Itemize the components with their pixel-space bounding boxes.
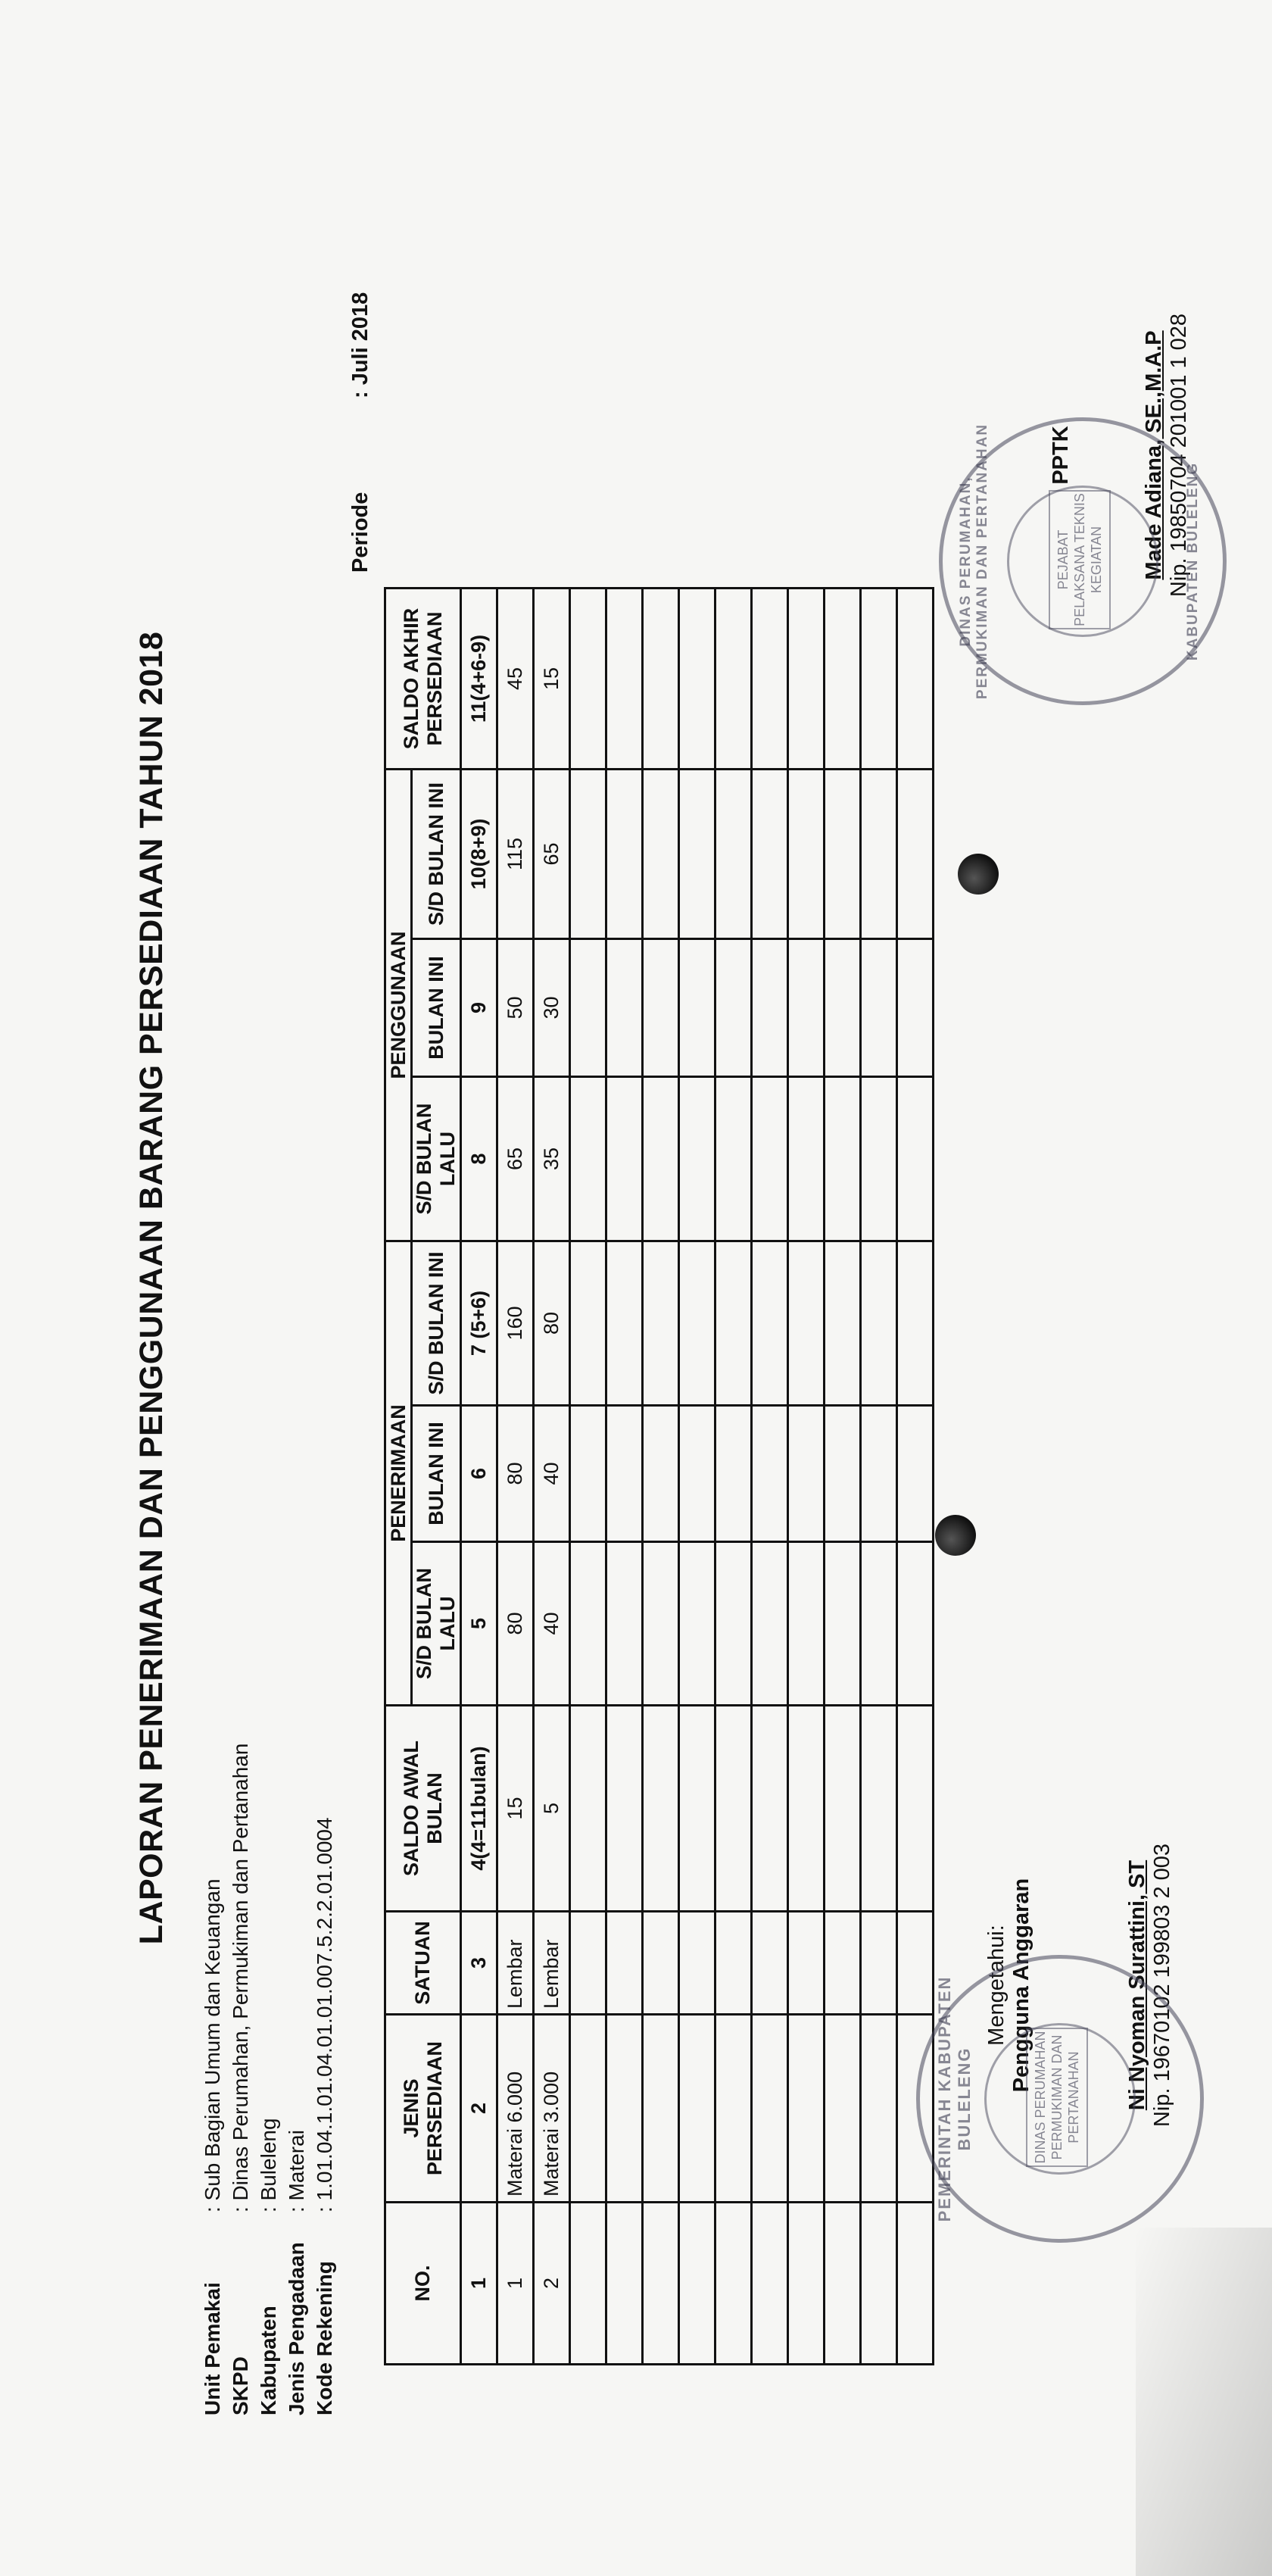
stamp-right-center: PEJABAT PELAKSANA TEKNIS KEGIATAN [1049, 490, 1111, 629]
table-row [534, 589, 570, 2365]
sig-right-name: Made Adiana, SE.,M.A.P [1142, 330, 1166, 580]
header-bulan-ini: BULAN INI [412, 939, 461, 1077]
empty-cell [788, 1241, 825, 1406]
empty-cell [643, 589, 679, 770]
table-row [570, 589, 606, 2365]
empty-cell [897, 770, 934, 939]
empty-cell [716, 1406, 752, 1542]
empty-cell [825, 1241, 861, 1406]
cell-saldo-akhir: 45 [497, 589, 534, 770]
empty-cell [825, 2203, 861, 2365]
meta-value: : Sub Bagian Umum dan Keuangan [200, 1878, 224, 2212]
meta-row [226, 1744, 254, 2415]
empty-cell [861, 770, 897, 939]
cell-penggunaan-sd-ini: 65 [534, 770, 570, 939]
cell-penerimaan-bulan-ini: 80 [497, 1406, 534, 1542]
table-row [825, 589, 861, 2365]
empty-cell [716, 2015, 752, 2203]
table-row [861, 589, 897, 2365]
empty-cell [825, 1542, 861, 1706]
header-bulan-ini: BULAN INI [412, 1406, 461, 1542]
empty-cell [606, 1706, 643, 1912]
empty-cell [897, 1912, 934, 2015]
empty-cell [788, 2203, 825, 2365]
empty-cell [788, 939, 825, 1077]
empty-cell [825, 589, 861, 770]
empty-cell [679, 1406, 716, 1542]
cell-penerimaan-sd-lalu: 40 [534, 1542, 570, 1706]
meta-row [198, 1744, 226, 2415]
meta-value: : Dinas Perumahan, Permukiman dan Pertanahan [228, 1743, 252, 2212]
empty-cell [679, 2203, 716, 2365]
empty-cell [570, 2203, 606, 2365]
index-cell: 2 [461, 2015, 497, 2203]
empty-cell [788, 589, 825, 770]
periode-label: Periode [348, 492, 373, 573]
empty-cell [643, 1406, 679, 1542]
empty-cell [861, 1542, 897, 1706]
empty-cell [679, 1542, 716, 1706]
cell-penggunaan-sd-lalu: 65 [497, 1077, 534, 1241]
sig-left-nip: Nip. 19670102 199803 2 003 [1150, 1843, 1174, 2128]
empty-cell [897, 1077, 934, 1241]
header-satuan: SATUAN [385, 1912, 461, 2015]
empty-cell [825, 770, 861, 939]
empty-cell [716, 1912, 752, 2015]
stamp-left [916, 1955, 1204, 2243]
index-cell: 6 [461, 1406, 497, 1542]
index-cell: 1 [461, 2203, 497, 2365]
empty-cell [897, 1542, 934, 1706]
header-sd-bulan-ini: S/D BULAN INI [412, 770, 461, 939]
empty-cell [825, 1706, 861, 1912]
meta-row [282, 1744, 310, 2415]
empty-cell [606, 1542, 643, 1706]
header-sd-bulan-lalu: S/D BULAN LALU [412, 1077, 461, 1241]
empty-cell [752, 2203, 788, 2365]
meta-row [310, 1744, 338, 2415]
empty-cell [752, 2015, 788, 2203]
stamp-left-center: DINAS PERUMAHAN PERMUKIMAN DAN PERTANAHAN [1026, 2028, 1088, 2167]
empty-cell [643, 2203, 679, 2365]
sig-right-title: PPTK [1049, 426, 1073, 485]
empty-cell [825, 2015, 861, 2203]
punch-hole [958, 854, 999, 895]
index-cell: 7 (5+6) [461, 1241, 497, 1406]
table-row [606, 589, 643, 2365]
table-row [788, 589, 825, 2365]
cell-satuan: Lembar [497, 1912, 534, 2015]
empty-cell [752, 589, 788, 770]
header-saldo-akhir: SALDO AKHIR PERSEDIAAN [385, 589, 461, 770]
empty-cell [752, 1406, 788, 1542]
stamp-right-rim: DINAS PERUMAHAN, PERMUKIMAN DAN PERTANAHAN [958, 423, 990, 700]
header-penerimaan: PENERIMAAN [385, 1241, 412, 1706]
cell-penggunaan-bulan-ini: 50 [497, 939, 534, 1077]
table-row [497, 589, 534, 2365]
cell-satuan: Lembar [534, 1912, 570, 2015]
table-row [716, 589, 752, 2365]
meta-key: SKPD [228, 2356, 252, 2415]
empty-cell [716, 770, 752, 939]
empty-cell [861, 1077, 897, 1241]
empty-cell [752, 770, 788, 939]
empty-cell [570, 939, 606, 1077]
sig-right-nip: Nip. 19850704 201001 1 028 [1167, 313, 1191, 598]
empty-cell [643, 1241, 679, 1406]
meta-value: : Materai [284, 2130, 308, 2212]
index-cell: 9 [461, 939, 497, 1077]
empty-cell [606, 1912, 643, 2015]
header-saldo-awal: SALDO AWAL BULAN [385, 1706, 461, 1912]
page-shadow [1136, 2228, 1272, 2576]
empty-cell [570, 1542, 606, 1706]
empty-cell [897, 1706, 934, 1912]
table-row [752, 589, 788, 2365]
empty-cell [861, 2203, 897, 2365]
stamp-right [939, 417, 1227, 705]
meta-value: : 1.01.04.1.01.04.01.01.007.5.2.2.01.0004 [312, 1817, 336, 2212]
empty-cell [897, 2203, 934, 2365]
empty-cell [606, 1406, 643, 1542]
empty-cell [716, 1077, 752, 1241]
empty-cell [606, 2015, 643, 2203]
empty-cell [679, 1912, 716, 2015]
empty-cell [570, 1912, 606, 2015]
empty-cell [643, 1542, 679, 1706]
empty-cell [861, 939, 897, 1077]
empty-cell [679, 770, 716, 939]
sig-left-line1: Mengetahui: [984, 1925, 1009, 2046]
cell-saldo-awal: 5 [534, 1706, 570, 1912]
cell-saldo-awal: 15 [497, 1706, 534, 1912]
empty-cell [897, 939, 934, 1077]
empty-cell [861, 589, 897, 770]
empty-cell [825, 939, 861, 1077]
empty-cell [861, 1406, 897, 1542]
empty-cell [752, 1912, 788, 2015]
empty-cell [897, 589, 934, 770]
empty-cell [679, 1241, 716, 1406]
meta-key: Kode Rekening [312, 2261, 336, 2415]
empty-cell [606, 589, 643, 770]
empty-cell [861, 1706, 897, 1912]
header-no: NO. [385, 2203, 461, 2365]
index-cell: 3 [461, 1912, 497, 2015]
table-row [643, 589, 679, 2365]
stamp-left-rim: PEMERINTAH KABUPATEN BULELENG [935, 1975, 974, 2222]
periode [348, 292, 373, 573]
index-cell: 10(8+9) [461, 770, 497, 939]
empty-cell [570, 1241, 606, 1406]
inventory-table [384, 587, 934, 2365]
header-sd-bulan-ini: S/D BULAN INI [412, 1241, 461, 1406]
cell-jenis: Materai 6.000 [497, 2015, 534, 2203]
empty-cell [606, 1241, 643, 1406]
empty-cell [679, 1706, 716, 1912]
empty-cell [643, 770, 679, 939]
header-row-top [385, 589, 412, 2365]
empty-cell [679, 2015, 716, 2203]
empty-cell [643, 1706, 679, 1912]
empty-cell [716, 2203, 752, 2365]
empty-cell [643, 1077, 679, 1241]
empty-cell [643, 2015, 679, 2203]
empty-cell [570, 589, 606, 770]
empty-cell [716, 1241, 752, 1406]
empty-cell [606, 770, 643, 939]
empty-cell [716, 1706, 752, 1912]
meta-key: Kabupaten [256, 2306, 280, 2415]
empty-cell [570, 1406, 606, 1542]
cell-jenis: Materai 3.000 [534, 2015, 570, 2203]
sig-left-name: Ni Nyoman Surattini, ST [1125, 1859, 1149, 2111]
empty-cell [570, 1706, 606, 1912]
empty-cell [716, 589, 752, 770]
index-cell: 8 [461, 1077, 497, 1241]
empty-cell [752, 1542, 788, 1706]
empty-cell [897, 1406, 934, 1542]
report-meta [198, 1744, 338, 2415]
cell-penerimaan-sd-ini: 80 [534, 1241, 570, 1406]
empty-cell [788, 1542, 825, 1706]
cell-penerimaan-bulan-ini: 40 [534, 1406, 570, 1542]
empty-cell [861, 1241, 897, 1406]
empty-cell [788, 1406, 825, 1542]
report-title: LAPORAN PENERIMAAN DAN PENGGUNAAN BARANG PERSEDIAAN TAHUN 2018 [133, 631, 170, 1945]
empty-cell [788, 770, 825, 939]
empty-cell [825, 1912, 861, 2015]
cell-penggunaan-bulan-ini: 30 [534, 939, 570, 1077]
empty-cell [570, 2015, 606, 2203]
empty-cell [861, 1912, 897, 2015]
table-row [679, 589, 716, 2365]
empty-cell [679, 939, 716, 1077]
cell-penerimaan-sd-lalu: 80 [497, 1542, 534, 1706]
index-cell: 11(4+6-9) [461, 589, 497, 770]
cell-penggunaan-sd-ini: 115 [497, 770, 534, 939]
empty-cell [752, 1241, 788, 1406]
meta-key: Jenis Pengadaan [284, 2242, 308, 2415]
empty-cell [788, 1706, 825, 1912]
empty-cell [606, 1077, 643, 1241]
sig-left-title: Pengguna Anggaran [1009, 1878, 1034, 2093]
empty-cell [788, 1077, 825, 1241]
meta-key: Unit Pemakai [200, 2282, 224, 2415]
meta-value: : Buleleng [256, 2118, 280, 2212]
empty-cell [606, 2203, 643, 2365]
empty-cell [606, 939, 643, 1077]
cell-no: 1 [497, 2203, 534, 2365]
empty-cell [643, 1912, 679, 2015]
empty-cell [897, 1241, 934, 1406]
cell-no: 2 [534, 2203, 570, 2365]
periode-value: : Juli 2018 [348, 292, 373, 398]
empty-cell [752, 1706, 788, 1912]
empty-cell [570, 770, 606, 939]
header-sd-bulan-lalu: S/D BULAN LALU [412, 1542, 461, 1706]
meta-row [254, 1744, 282, 2415]
empty-cell [716, 1542, 752, 1706]
index-cell: 5 [461, 1542, 497, 1706]
empty-cell [788, 1912, 825, 2015]
empty-cell [752, 1077, 788, 1241]
empty-cell [825, 1077, 861, 1241]
empty-cell [861, 2015, 897, 2203]
column-index-row [461, 589, 497, 2365]
empty-cell [679, 589, 716, 770]
empty-cell [752, 939, 788, 1077]
header-penggunaan: PENGGUNAAN [385, 770, 412, 1241]
punch-hole [935, 1515, 976, 1556]
empty-cell [643, 939, 679, 1077]
empty-cell [716, 939, 752, 1077]
index-cell: 4(4=11bulan) [461, 1706, 497, 1912]
empty-cell [788, 2015, 825, 2203]
cell-saldo-akhir: 15 [534, 589, 570, 770]
empty-rows [570, 589, 934, 2365]
cell-penerimaan-sd-ini: 160 [497, 1241, 534, 1406]
empty-cell [679, 1077, 716, 1241]
empty-cell [825, 1406, 861, 1542]
cell-penggunaan-sd-lalu: 35 [534, 1077, 570, 1241]
stamp-right-bottom: KABUPATEN BULELENG [1185, 461, 1201, 661]
header-jenis: JENIS PERSEDIAAN [385, 2015, 461, 2203]
empty-cell [570, 1077, 606, 1241]
